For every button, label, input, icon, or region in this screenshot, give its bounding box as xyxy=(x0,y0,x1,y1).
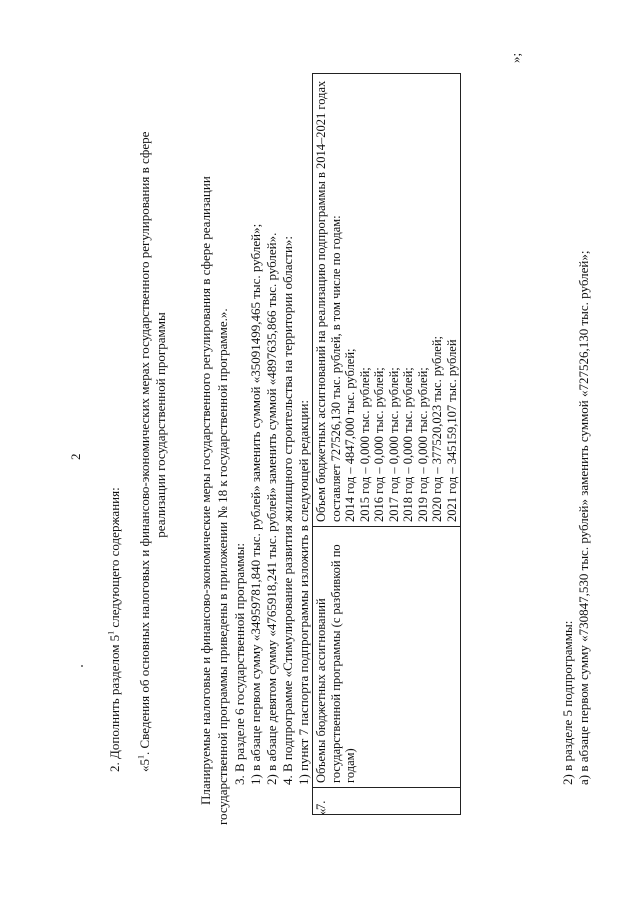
item-2-text: 2. Дополнить разделом 5 xyxy=(107,634,122,772)
section-5-1-title-text: . Сведения об основных налоговых и финансово-экономических мерах государственного регулирования в сфере xyxy=(137,131,152,755)
passport-row-label: Объемы бюджетных ассигнований государственной программы (с разбивкой по годам) xyxy=(313,527,461,788)
planned-text-line1: Планируемые налоговые и финансово-экономические меры государственного регулирования в сфере реализации xyxy=(198,176,213,805)
passport-table xyxy=(312,73,461,815)
section-5-1-title-line2: реализации государственной программы xyxy=(153,312,168,538)
passport-row-num: 7. xyxy=(313,788,461,815)
planned-text-line2: государственной программы приведены в приложении № 18 к государственной программе.». xyxy=(215,308,230,825)
passport-row-7 xyxy=(313,74,461,815)
scan-speck xyxy=(81,665,83,667)
item-3: 3. В разделе 6 государственной программы: xyxy=(232,543,247,785)
quote-open: « xyxy=(314,808,329,815)
item-2-section-5: 2) в разделе 5 подпрограммы: xyxy=(560,620,575,785)
funding-year-2015: 2015 год – 0,000 тыс. рублей; xyxy=(357,367,372,522)
item-4-1: 1) пункт 7 паспорта подпрограммы изложить в следующей редакции: xyxy=(296,399,311,785)
section-5-1-open: «5 xyxy=(137,759,152,772)
item-4: 4. В подпрограмме «Стимулирование развития жилищного строительства на территории области»: xyxy=(280,235,295,785)
funding-year-2019: 2019 год – 0,000 тыс. рублей; xyxy=(415,367,430,522)
section-5-1-title xyxy=(137,132,152,772)
funding-year-2014: 2014 год – 4847,000 тыс. рублей; xyxy=(343,348,357,522)
item-3-2: 2) в абзаце девятом сумму «4765918,241 тыс. рублей» заменить суммой «4897635,866 тыс. рублей». xyxy=(264,232,279,785)
funding-year-2021: 2021 год – 345159,107 тыс. рублей xyxy=(444,339,459,522)
section-5-1-sup: 1 xyxy=(136,755,146,759)
passport-row-funding xyxy=(313,74,461,527)
item-2-tail: следующего содержания: xyxy=(107,487,122,631)
funding-year-2017: 2017 год – 0,000 тыс. рублей; xyxy=(386,367,401,522)
funding-year-2020: 2020 год – 377520,023 тыс. рублей; xyxy=(430,335,444,522)
item-3-1: 1) в абзаце первом сумму «34959781,840 тыс. рублей» заменить суммой «35091499,465 тыс. рублей»; xyxy=(248,223,263,785)
quote-close: »; xyxy=(508,52,523,63)
item-2-a: а) в абзаце первом сумму «730847,530 тыс. рублей» заменить суммой «727526,130 тыс. рублей»; xyxy=(576,250,591,785)
item-2-heading xyxy=(107,487,122,772)
funding-year-2016: 2016 год – 0,000 тыс. рублей; xyxy=(372,367,386,522)
page-number: 2 xyxy=(68,453,83,460)
item-2-sup: 1 xyxy=(106,630,116,635)
funding-year-2018: 2018 год – 0,000 тыс. рублей; xyxy=(401,367,415,522)
funding-intro: Объем бюджетных ассигнований на реализацию подпрограммы в 2014–2021 годах составляет 727526,130 тыс. рублей, в том числе по годам: xyxy=(314,80,343,522)
